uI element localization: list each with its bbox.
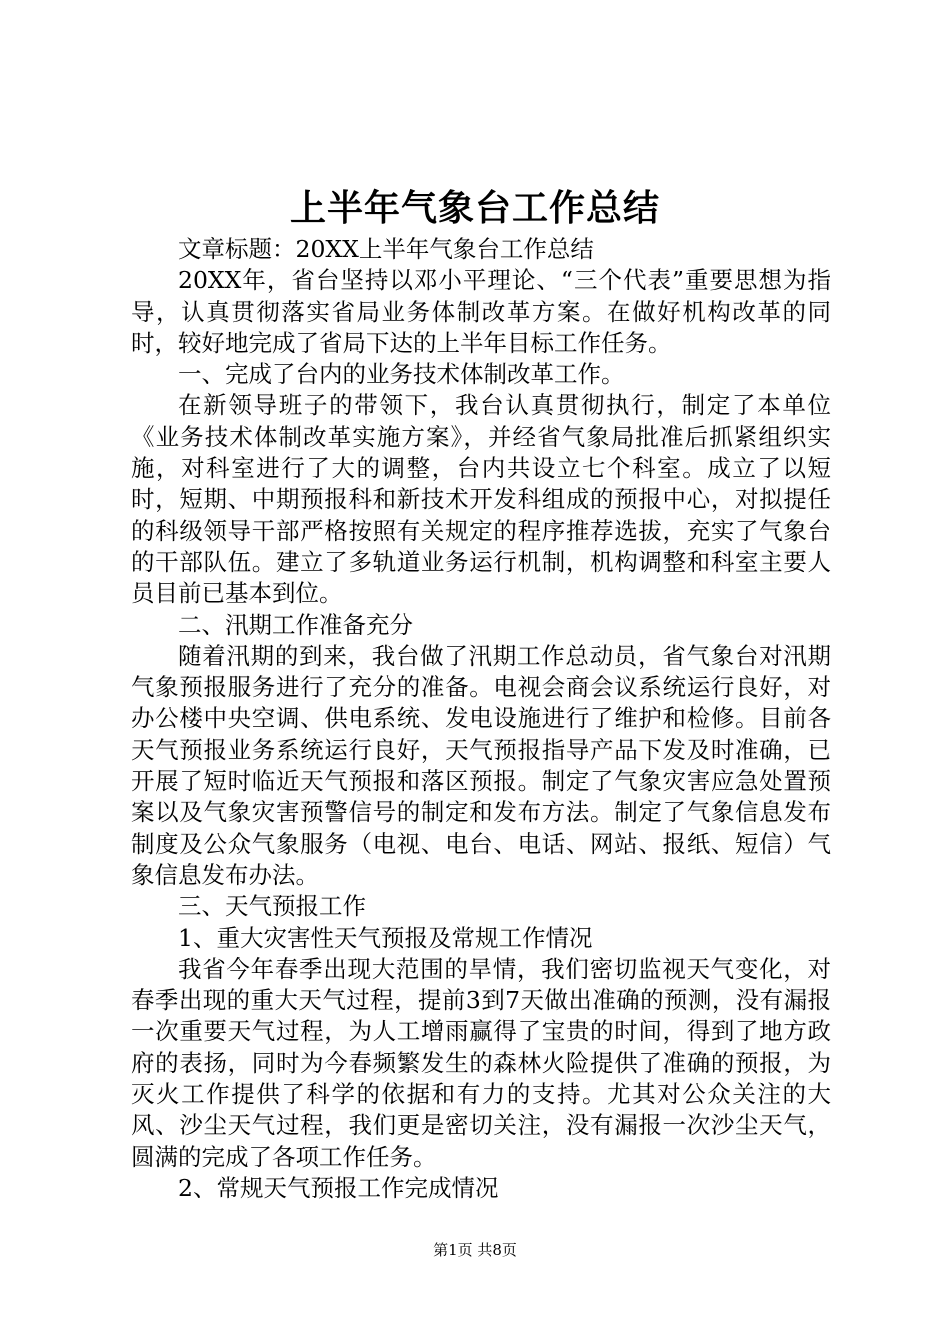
section-1-paragraph: 在新领导班子的带领下，我台认真贯彻执行，制定了本单位《业务技术体制改革实施方案》，并经省气象局批准后抓紧组织实施，对科室进行了大的调整，台内共设立七个科室。成立了以短时，短期、中期预报科和新技术开发科组成的预报中心，对拟提任的科级领导干部严格按照有关规定的程序推荐选拔，充实了气象台的干部队伍。建立了多轨道业务运行机制，机构调整和科室主要人员目前已基本到位。 [131,391,831,608]
section-heading-2: 二、汛期工作准备充分 [178,610,413,639]
section-heading-3: 三、天气预报工作 [178,892,366,921]
subsection-heading-3-2: 2、常规天气预报工作完成情况 [178,1173,499,1202]
document-title: 上半年气象台工作总结 [289,187,660,229]
section-heading-1: 一、完成了台内的业务技术体制改革工作。 [178,360,625,389]
intro-paragraph: 20XX年，省台坚持以邓小平理论、“三个代表”重要思想为指导，认真贯彻落实省局业务体制改革方案。在做好机构改革的同时，较好地完成了省局下达的上半年目标工作任务。 [131,266,831,357]
page-footer: 第1页 共8页 [433,1241,517,1259]
section-2-paragraph: 随着汛期的到来，我台做了汛期工作总动员，省气象台对汛期气象预报服务进行了充分的准备。电视会商会议系统运行良好，对办公楼中央空调、供电系统、发电设施进行了维护和检修。目前各天气预报业务系统运行良好，天气预报指导产品下发及时准确，已开展了短时临近天气预报和落区预报。制定了气象灾害应急处置预案以及气象灾害预警信号的制定和发布方法。制定了气象信息发布制度及公众气象服务（电视、电台、电话、网站、报纸、短信）气象信息发布办法。 [131,641,831,889]
subsection-3-1-paragraph: 我省今年春季出现大范围的旱情，我们密切监视天气变化，对春季出现的重大天气过程，提前3到7天做出准确的预测，没有漏报一次重要天气过程，为人工增雨赢得了宝贵的时间，得到了地方政府的表扬，同时为今春频繁发生的森林火险提供了准确的预报，为灭火工作提供了科学的依据和有力的支持。尤其对公众关注的大风、沙尘天气过程，我们更是密切关注，没有漏报一次沙尘天气，圆满的完成了各项工作任务。 [131,954,831,1171]
document-body [131,234,831,1204]
article-label-paragraph: 文章标题：20XX上半年气象台工作总结 [178,235,594,263]
subsection-heading-3-1: 1、重大灾害性天气预报及常规工作情况 [178,923,593,952]
